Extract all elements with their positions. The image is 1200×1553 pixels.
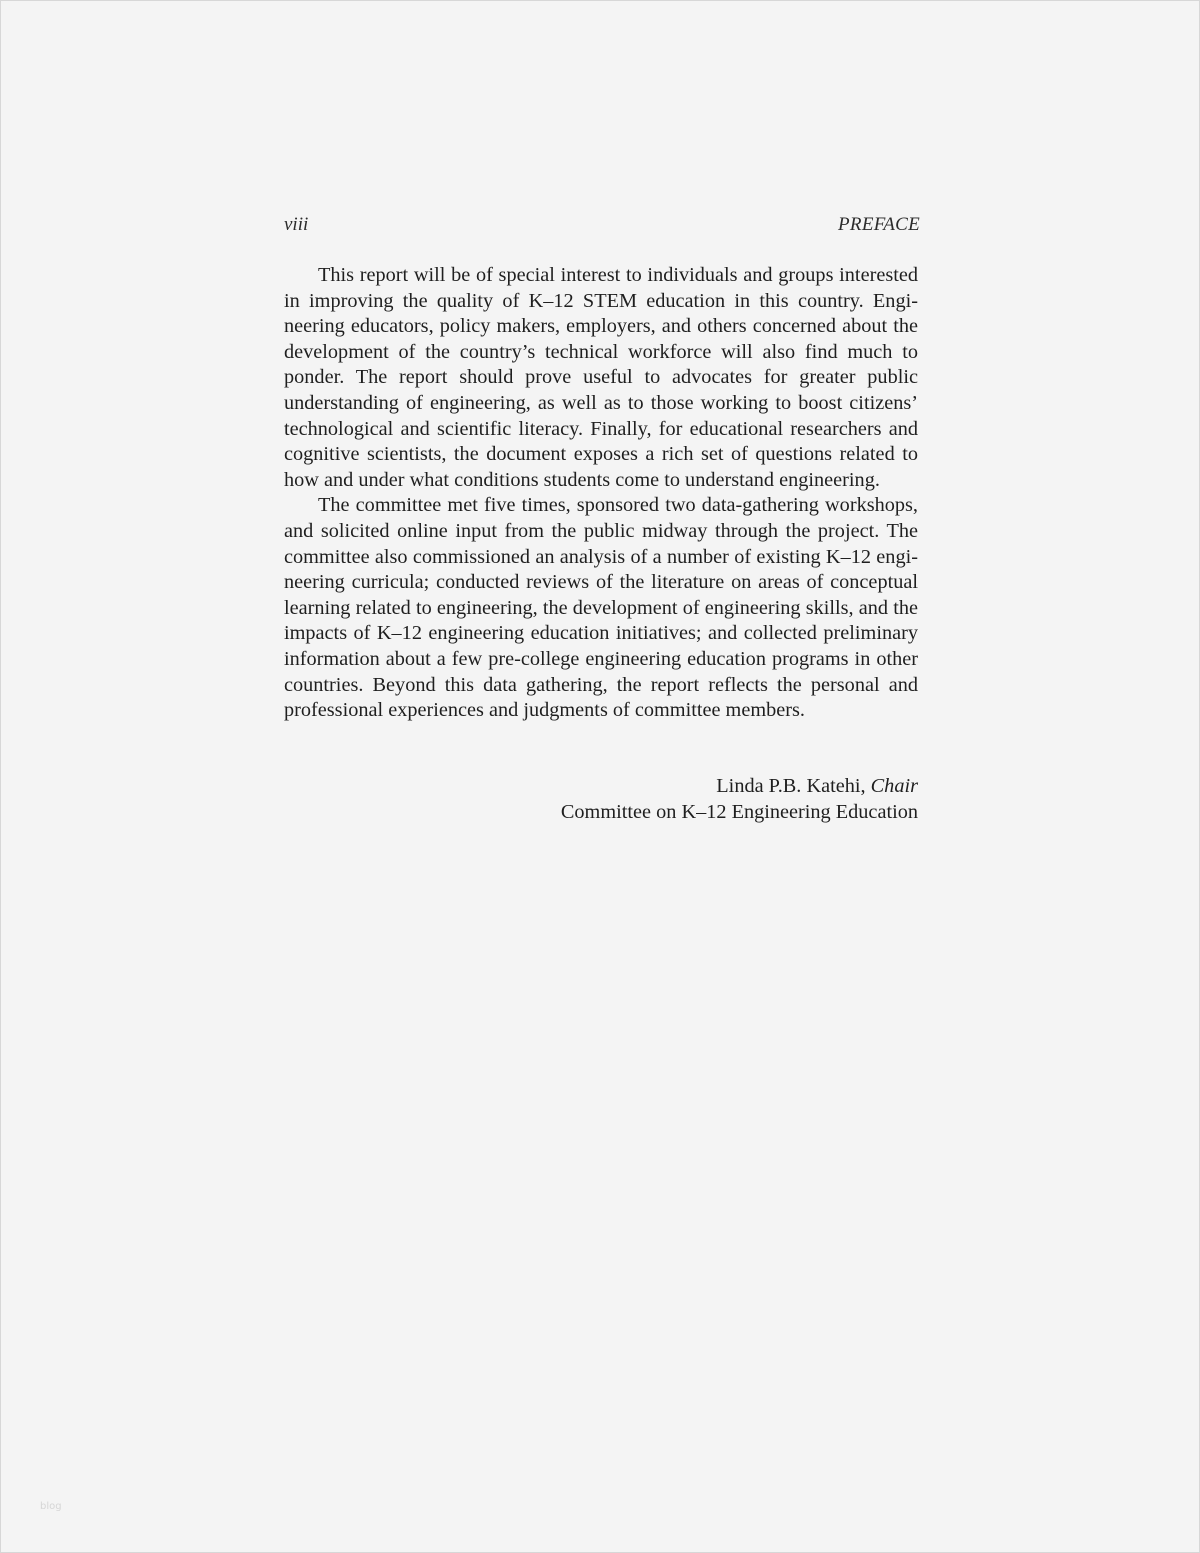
section-title: PREFACE	[838, 214, 920, 235]
preface-body	[284, 263, 918, 724]
paragraph-1: This report will be of special interest to individuals and groups interested in improving the quality of K–12 STEM education in this country. Engineering educators, policy makers, employers, and others concerned about the development of the country’s technical workforce will also find much to ponder. The report should prove useful to advocates for greater public understanding of engineering, as well as to those working to boost citizens’ technological and scientific literacy. Finally, for educational researchers and cognitive scientists, the document exposes a rich set of questions related to how and under what conditions students come to understand engineering.	[284, 264, 918, 491]
signature-block	[401, 773, 918, 825]
committee-name: Committee on K–12 Engineering Education	[560, 801, 918, 823]
watermark-text: blog	[40, 1501, 62, 1512]
page-number: viii	[284, 214, 309, 235]
signature-name-line	[401, 773, 918, 799]
signatory-name: Linda P.B. Katehi,	[716, 775, 866, 797]
running-head	[284, 214, 920, 240]
paragraph-2: The committee met five times, sponsored two data-gathering workshops, and solicited online input from the public midway through the project. The committee also commissioned an analysis of a number of existing K–12 engineering curricula; conducted reviews of the literature on areas of conceptual learning related to engineering, the development of engineering skills, and the impacts of K–12 engineering education initiatives; and collected preliminary information about a few pre-college engineering education programs in other countries. Beyond this data gathering, the report reflects the personal and professional experiences and judgments of committee members.	[284, 494, 918, 722]
signatory-role: Chair	[870, 775, 918, 797]
